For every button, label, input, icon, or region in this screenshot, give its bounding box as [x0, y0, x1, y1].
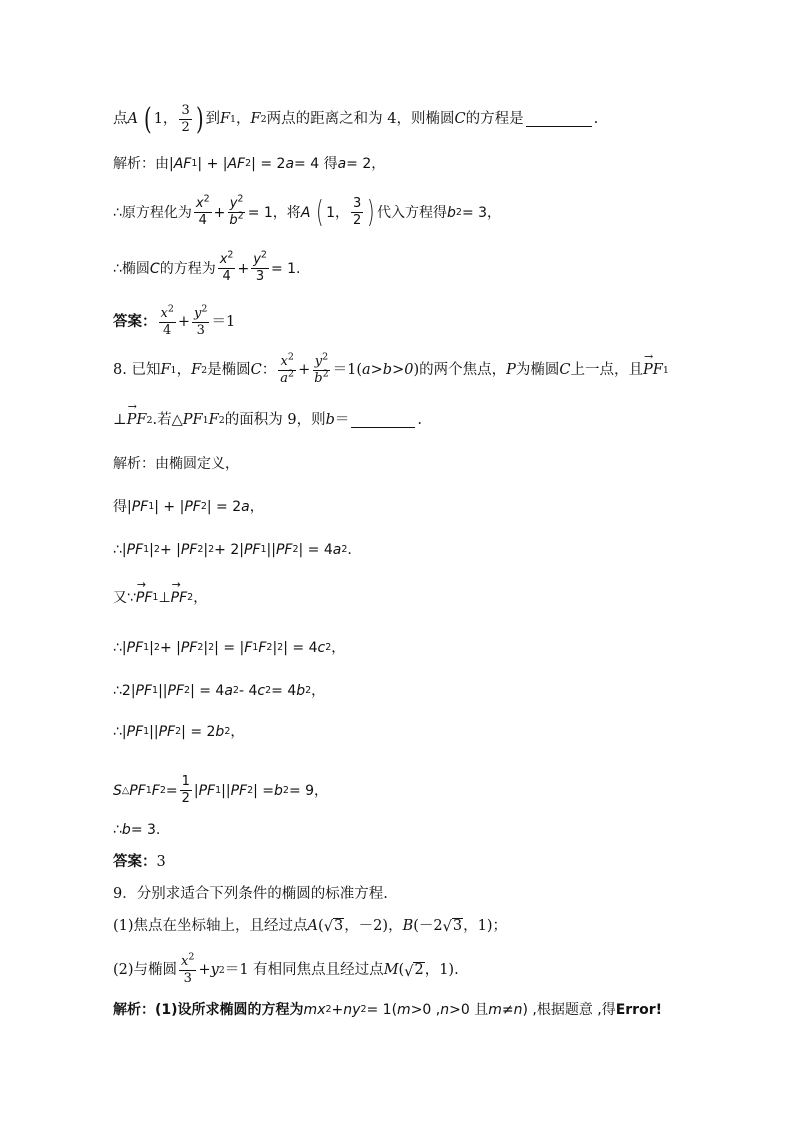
- fraction-y2-3: $\frac{y^2}{3}$: [253, 249, 267, 284]
- solution-9-line-1: 解析：(1)设所求椭圆的方程为 m x 2 + n y 2 = 1( m >0 , n >0 且 m ≠ n ) ,根据题意 ,得 Error!: [113, 1002, 662, 1018]
- solution-8-line-6: ∴2| PF 1 || PF 2 | = 4 a 2 - 4 c 2 = 4 b 2 ，: [113, 683, 326, 699]
- fraction-3-2: $\frac{3}{2}$: [353, 196, 362, 228]
- fraction-x2-4: $\frac{x^2}{4}$: [219, 249, 234, 284]
- fraction-1-2: $\frac{1}{2}$: [181, 774, 190, 806]
- fraction-x2-4: $\frac{x^2}{4}$: [160, 303, 174, 338]
- sqrt-3: √ 3: [442, 918, 463, 936]
- fraction-x2-4: $\frac{x^2}{4}$: [195, 193, 210, 228]
- problem-8-statement-cont: ⊥ → PF 2 .若△ PF 1 F 2 的面积为 9，则 b ＝ .: [113, 413, 422, 428]
- problem-9-part-2: (2)与椭圆 $\frac{x^2}{3}$ + y 2 ＝1 有相同焦点且经过点 M ( √ 2 ，1).: [113, 951, 459, 986]
- solution-line-2: ∴原方程化为 $\frac{x^2}{4}$ + $\frac{y^2}{b^2}$ = 1，将 A ( 1， $\frac{3}{2}$ ) 代入方程得 b 2 = 3，: [113, 193, 502, 230]
- left-paren: (: [144, 101, 152, 137]
- vector-pf2: → PF: [171, 591, 188, 605]
- solution-8-line-8: S △ PF 1 F 2 = $\frac{1}{2}$ | PF 1 || PF 2 | = b 2 = 9，: [113, 774, 329, 806]
- sqrt-2: √ 2: [404, 962, 424, 980]
- fraction-3-2: $\frac{3}{2}$: [181, 103, 190, 135]
- solution-8-line-5: ∴| PF 1 | 2 + | PF 2 | 2 | = | F 1 F 2 | 2 | = 4 c 2 ，: [113, 640, 346, 656]
- solution-8-line-7: ∴| PF 1 || PF 2 | = 2 b 2 ，: [113, 724, 245, 740]
- fraction-x2-a2: $\frac{x^2}{a^2}$: [280, 351, 295, 386]
- vector-pf2: → PF: [127, 413, 147, 428]
- right-paren: ): [195, 101, 204, 137]
- left-paren: (: [316, 194, 325, 230]
- answer-7: 答案： $\frac{x^2}{4}$ + $\frac{y^2}{3}$ ＝1: [113, 303, 236, 338]
- vector-pf1: → PF: [136, 591, 153, 605]
- solution-line-3: ∴椭圆 C 的方程为 $\frac{x^2}{4}$ + $\frac{y^2}{3}$ = 1.: [113, 249, 301, 284]
- solution-8-line-2: 得| PF 1 | + | PF 2 | = 2 a ，: [113, 499, 264, 515]
- fraction-y2-b2: $\frac{y^2}{b^2}$: [314, 351, 329, 386]
- problem-7-statement: 点 A ( 1， $\frac{3}{2}$ ) 到 F 1 ， F 2 两点的距离之和为 4，则椭圆 C 的方程是 .: [113, 101, 599, 137]
- problem-8-statement: 8. 已知 F 1 ， F 2 是椭圆 C ： $\frac{x^2}{a^2}$ + $\frac{y^2}{b^2}$ ＝1( a>b>0 )的两个焦点， P 为椭圆 C 上一点，且 → PF 1: [113, 354, 669, 387]
- fraction-y2-3: $\frac{y^2}{3}$: [194, 303, 208, 338]
- answer-8: 答案： 3: [113, 854, 166, 870]
- error-marker: Error!: [615, 1002, 662, 1018]
- problem-9-part-1: (1)焦点在坐标轴上，且经过点 A ( √ 3 ，－2)， B (－2 √ 3 ，1)；: [113, 918, 507, 936]
- answer-blank: [351, 413, 415, 428]
- problem-9-statement: 9．分别求适合下列条件的椭圆的标准方程.: [113, 886, 388, 902]
- solution-8-line-3: ∴| PF 1 | 2 + | PF 2 | 2 + 2| PF 1 || PF 2 | = 4 a 2 .: [113, 542, 352, 558]
- sqrt-3: √ 3: [323, 918, 344, 936]
- vector-pf1: → PF: [643, 363, 663, 378]
- solution-8-line-4: 又∵ → PF 1 ⊥ → PF 2 ，: [113, 591, 207, 605]
- solution-8-line-1: 解析：由椭圆定义，: [113, 456, 239, 472]
- right-paren: ): [367, 194, 375, 230]
- answer-blank: [526, 112, 592, 127]
- fraction-x2-3: $\frac{x^2}{3}$: [181, 951, 195, 986]
- solution-8-line-9: ∴ b = 3.: [113, 822, 161, 838]
- fraction-y2-b2: $\frac{y^2}{b^2}$: [229, 193, 244, 228]
- solution-line-1: 解析：由| AF 1 | + | AF 2 | = 2 a = 4 得 a = 2，: [113, 156, 386, 172]
